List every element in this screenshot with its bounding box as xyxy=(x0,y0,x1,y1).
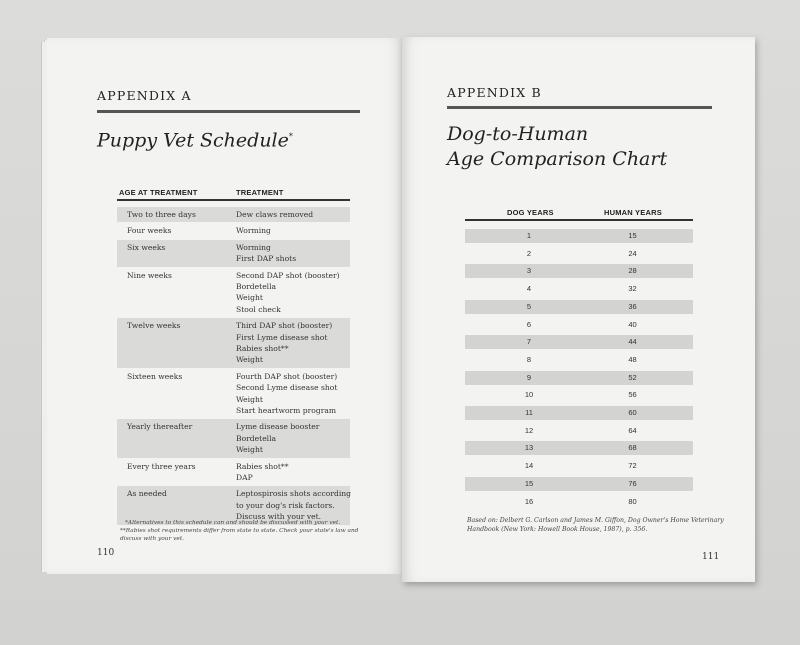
age-cell: Every three years xyxy=(127,461,196,471)
table-row xyxy=(465,459,693,473)
table-row xyxy=(465,495,693,509)
human-years-cell: 48 xyxy=(628,354,637,364)
page-title-line2: Age Comparison Chart xyxy=(447,148,668,170)
human-years-cell: 15 xyxy=(628,231,637,240)
dog-years-cell: 12 xyxy=(524,425,534,435)
treatment-item: First Lyme disease shot xyxy=(236,332,328,342)
treatment-item: Dew claws removed xyxy=(236,210,314,219)
source-citation: Handbook (New York: Howell Book House, 1987), p. 356. xyxy=(467,526,648,533)
table-row xyxy=(465,371,693,385)
page-title xyxy=(97,124,293,153)
age-cell: Twelve weeks xyxy=(127,321,181,331)
treatment-item: Fourth DAP shot (booster) xyxy=(236,371,338,381)
dog-years-cell: 8 xyxy=(526,354,532,364)
treatment-item: Third DAP shot (booster) xyxy=(236,321,333,331)
treatment-item: Weight xyxy=(236,355,263,365)
page-number: 110 xyxy=(97,548,115,558)
treatment-item: Weight xyxy=(236,394,263,404)
dog-years-cell: 6 xyxy=(526,319,532,329)
table-row xyxy=(465,388,693,402)
treatment-cell xyxy=(236,225,271,236)
table-row xyxy=(465,318,693,332)
human-years-cell: 32 xyxy=(628,284,637,294)
table-row xyxy=(117,369,350,419)
table-row xyxy=(465,406,693,420)
treatment-item: Stool check xyxy=(236,304,281,314)
table-row xyxy=(465,300,693,314)
dog-years-cell: 15 xyxy=(524,478,534,488)
table-row xyxy=(117,318,350,368)
human-years-cell: 80 xyxy=(628,496,637,506)
dog-years-cell: 13 xyxy=(524,443,534,453)
treatment-item: Worming xyxy=(236,226,271,236)
human-years-cell: 24 xyxy=(628,248,637,258)
dog-years-cell: 5 xyxy=(526,301,532,311)
treatment-item: Worming xyxy=(236,242,271,252)
dog-years-cell: 3 xyxy=(526,266,532,276)
treatment-item: Leptospirosis shots according xyxy=(236,489,352,499)
title-footnote-mark: * xyxy=(288,132,293,141)
human-years-cell: 36 xyxy=(628,301,637,311)
age-cell: Sixteen weeks xyxy=(127,371,183,381)
dog-years-cell: 9 xyxy=(526,372,532,382)
table-row xyxy=(465,441,693,455)
title-text: Puppy Vet Schedule xyxy=(97,129,289,152)
treatment-item: DAP xyxy=(236,473,253,482)
human-years-cell: 60 xyxy=(628,408,637,417)
treatment-item: to your dog's risk factors. xyxy=(236,500,335,510)
table-row xyxy=(465,424,693,438)
appendix-a-label: APPENDIX A xyxy=(97,88,192,103)
age-cell: Nine weeks xyxy=(127,270,172,280)
age-cell: Four weeks xyxy=(127,226,172,236)
table-row xyxy=(117,207,350,222)
treatment-item: Second Lyme disease shot xyxy=(236,383,338,393)
treatment-item: Start heartworm program xyxy=(236,406,337,416)
treatment-item: Discuss with your vet. xyxy=(236,512,322,522)
dog-years-cell: 10 xyxy=(524,390,534,400)
human-years-cell: 56 xyxy=(628,390,637,400)
table-row xyxy=(117,419,350,457)
dog-years-cell: 7 xyxy=(526,337,532,347)
source-citation: Based on: Delbert G. Carlson and James M. Giffon, Dog Owner's Home Veterinary xyxy=(467,517,724,524)
table-row xyxy=(465,264,693,278)
table-row xyxy=(465,229,693,243)
treatment-item: Rabies shot** xyxy=(236,461,289,471)
footnote: *Alternatives to this schedule can and should be discussed with your vet. xyxy=(125,520,341,526)
human-years-cell: 68 xyxy=(628,443,637,453)
age-cell: As needed xyxy=(127,489,167,499)
treatment-cell xyxy=(236,320,332,366)
dog-years-cell: 14 xyxy=(524,461,534,471)
table-header-rule xyxy=(465,219,693,221)
treatment-item: Bordetella xyxy=(236,282,277,291)
table-row xyxy=(465,282,693,296)
column-header-dog-years: DOG YEARS xyxy=(507,208,554,217)
treatment-item: Bordetella xyxy=(236,433,277,443)
human-years-cell: 72 xyxy=(628,461,637,471)
age-cell: Six weeks xyxy=(127,242,166,252)
table-row xyxy=(465,247,693,261)
dog-years-cell: 11 xyxy=(525,408,533,417)
table-row xyxy=(117,223,350,238)
dog-years-cell: 4 xyxy=(526,284,532,294)
treatment-cell xyxy=(236,270,340,316)
right-page xyxy=(402,37,755,582)
age-cell: Two to three days xyxy=(127,210,196,219)
column-header-treatment: TREATMENT xyxy=(236,188,284,197)
table-row xyxy=(117,240,350,267)
treatment-cell xyxy=(236,421,319,455)
treatment-cell xyxy=(236,461,289,484)
human-years-cell: 76 xyxy=(628,478,637,488)
dog-years-cell: 1 xyxy=(526,231,532,240)
human-years-cell: 44 xyxy=(628,337,637,347)
table-header-rule xyxy=(117,199,350,201)
page-number: 111 xyxy=(702,552,720,562)
table-row xyxy=(465,477,693,491)
table-row xyxy=(465,335,693,349)
treatment-item: Lyme disease booster xyxy=(236,422,320,432)
human-years-cell: 40 xyxy=(628,319,637,329)
page-title-line1: Dog-to-Human xyxy=(447,123,589,145)
table-row xyxy=(465,353,693,367)
treatment-item: Weight xyxy=(236,445,263,455)
treatment-item: Weight xyxy=(236,293,263,303)
age-cell: Yearly thereafter xyxy=(127,422,193,432)
appendix-b-label: APPENDIX B xyxy=(447,85,542,100)
human-years-cell: 28 xyxy=(628,266,637,276)
treatment-cell xyxy=(236,242,296,265)
heading-rule xyxy=(97,110,360,113)
heading-rule xyxy=(447,106,712,109)
column-header-age: AGE AT TREATMENT xyxy=(119,188,198,197)
table-row xyxy=(117,268,350,318)
dog-years-cell: 16 xyxy=(524,496,534,506)
footnote: **Rabies shot requirements differ from state to state. Check your state's law and xyxy=(120,528,359,534)
treatment-item: Second DAP shot (booster) xyxy=(236,270,340,280)
left-page xyxy=(47,38,402,574)
human-years-cell: 52 xyxy=(628,372,637,382)
dog-years-cell: 2 xyxy=(526,248,532,258)
table-row xyxy=(117,459,350,486)
treatment-cell xyxy=(236,209,313,220)
treatment-cell xyxy=(236,371,337,417)
treatment-item: First DAP shots xyxy=(236,254,297,264)
treatment-cell xyxy=(236,488,351,522)
footnote: discuss with your vet. xyxy=(120,536,185,542)
treatment-item: Rabies shot** xyxy=(236,344,289,353)
column-header-human-years: HUMAN YEARS xyxy=(604,208,662,217)
human-years-cell: 64 xyxy=(628,425,637,435)
